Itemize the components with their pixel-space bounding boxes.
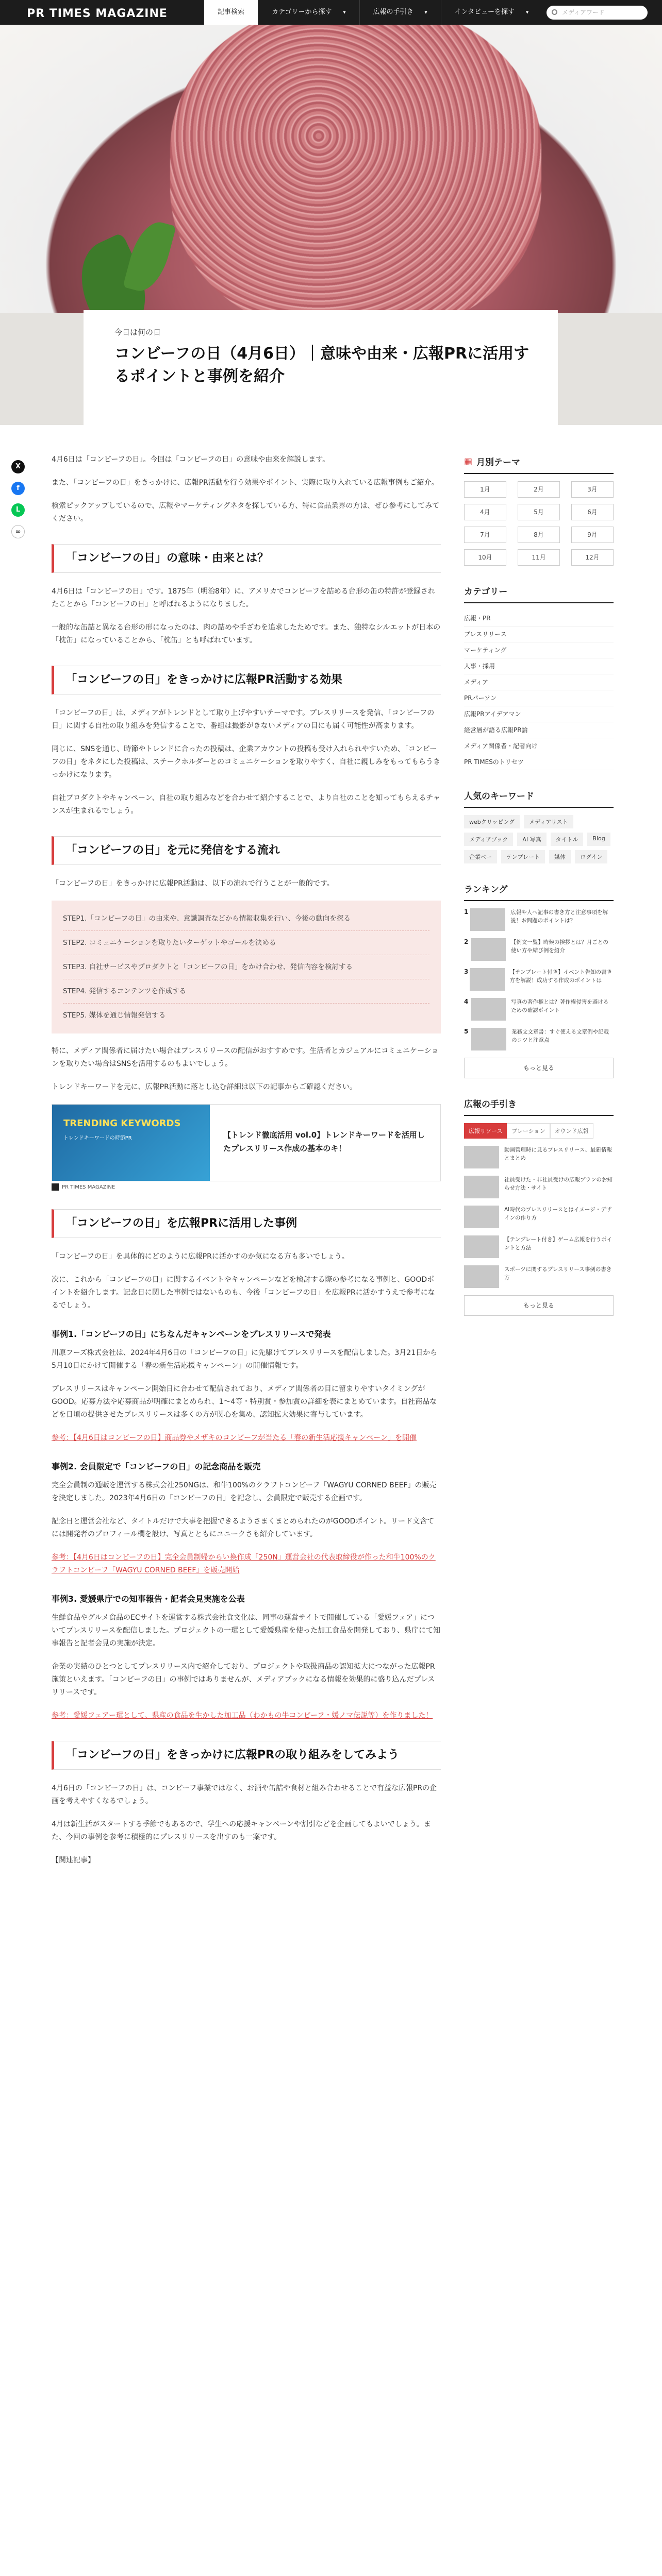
keyword-tags [464, 815, 614, 863]
ranking-item[interactable] [464, 998, 614, 1021]
ranking-box [464, 882, 614, 1078]
section-paragraph: 4月6日の「コンビーフの日」は、コンビーフ事業ではなく、お酒や缶詰や食材と組み合わせることで有益な広報PRの企画を考えやすくなるでしょう。 [52, 1784, 437, 1805]
section-heading: 「コンビーフの日」の意味・由来とは？ [52, 544, 441, 573]
guide-item[interactable] [464, 1146, 614, 1168]
article-body [52, 453, 441, 1877]
section-paragraph: 「コンビーフの日」をきっかけに広報PR活動は、以下の流れで行うことが一般的です。 [52, 879, 334, 888]
guide-heading: 広報の手引き [464, 1097, 614, 1116]
guide-title: スポーツに関するプレスリリース事例の書き方 [504, 1266, 612, 1281]
guide-title: 社員受けた・非社員受けの広報プランのお知らせ方法・サイト [504, 1177, 613, 1191]
month-button[interactable]: 9月 [571, 527, 614, 543]
calendar-icon: ▦ [464, 456, 473, 467]
case-paragraph: 企業の実績のひとつとしてプレスリリース内で紹介しており、プロジェクトや取扱商品の認知拡大につながった広報PR施策といえます。「コンビーフの日」の事例ではありませんが、メディアブックになる情報を効果的に盛り込んだプレスリリースです。 [52, 1663, 435, 1697]
step-item: STEP2. コミュニケーションを取りたいターゲットやゴールを決める [63, 931, 429, 955]
related-article-banner[interactable] [52, 1104, 441, 1181]
ranking-title: 【テンプレート付き】イベント告知の書き方を解説！成功する作成のポイントは [509, 969, 613, 984]
guide-thumbnail [464, 1176, 499, 1198]
month-grid [464, 481, 614, 566]
case-heading: 事例2. 会員限定で「コンビーフの日」の記念商品を販売 [52, 1462, 261, 1471]
section-paragraph: 次に、これから「コンビーフの日」に関するイベントやキャンペーンなどを検討する際の参考になる事例と、GOODポイントを紹介します。記念日に関した事例ではないものも、今後「コンビーフの日」を広報PRに活かすうえで参考になるでしょう。 [52, 1276, 435, 1310]
guide-item[interactable] [464, 1235, 614, 1258]
category-link[interactable]: 経営層が語る広報PR論 [464, 722, 614, 738]
ranking-thumbnail [471, 998, 506, 1021]
rank-number: 5 [464, 1028, 469, 1035]
nav-category[interactable] [258, 0, 359, 25]
x-share-icon[interactable]: X [11, 460, 25, 473]
section-paragraph: 4月は新生活がスタートする季節でもあるので、学生への応援キャンペーンや割引などを企画してもよいでしょう。また、今回の事例を参考に積極的にプレスリリースを出すのも一案です。 [52, 1820, 431, 1841]
step-item: STEP5. 媒体を通じ情報発信する [63, 1011, 166, 1020]
section-heading: 「コンビーフの日」をきっかけに広報PR活動する効果 [52, 666, 441, 694]
month-button[interactable]: 3月 [571, 481, 614, 498]
step-item: STEP1.「コンビーフの日」の由来や、意識調査などから情報収集を行い、今後の動向を探る [63, 907, 429, 931]
ranking-thumbnail [471, 1028, 506, 1050]
ranking-item[interactable] [464, 938, 614, 961]
section-paragraph: 「コンビーフの日」は、メディアがトレンドとして取り上げやすいテーマです。プレスリリースを発信、「コンビーフの日」に関する自社の取り組みを発信することで、番組は撮影がきないメディアの目にも届く可能性が高まります。 [52, 709, 435, 730]
banner-thumb-title: TRENDING KEYWORDS [63, 1118, 181, 1129]
keyword-box [464, 789, 614, 863]
guide-title: 【テンプレート付き】ゲーム広報を行うポイントと方法 [504, 1236, 613, 1251]
category-link[interactable]: 人事・採用 [464, 658, 614, 674]
ranking-thumbnail [471, 938, 506, 961]
nav-interview-label: インタビューを探す [454, 8, 515, 16]
guide-more-button[interactable]: もっと見る [464, 1295, 614, 1316]
search-icon [552, 9, 557, 15]
ranking-title: 業務文文章書：すぐ使える文章例や記載のコツと注意点 [511, 1029, 609, 1043]
keyword-tag[interactable]: ログイン [575, 850, 607, 863]
step-item: STEP4. 発信するコンテンツを作成する [63, 979, 429, 1004]
case-paragraph: プレスリリースはキャンペーン開始日に合わせて配信されており、メディア関係者の目に留まりやすいタイミングがGOOD。応募方法や応募商品が明確にまとめられ、1〜4等・特別賞・参加賞の詳細を表にまとめています。自社商品などを日頃の提供させたプレスリリースは多くの方が関心を集め、認知拡大効果に寄与しています。 [52, 1385, 437, 1419]
nav-interview[interactable] [441, 0, 542, 25]
nav-category-label: カテゴリーから探す [272, 8, 332, 16]
ranking-item[interactable] [464, 908, 614, 931]
site-logo[interactable]: PR TIMES MAGAZINE [27, 7, 168, 20]
keyword-tag[interactable]: Blog [587, 833, 610, 846]
section-heading: 「コンビーフの日」を広報PRに活用した事例 [52, 1209, 441, 1238]
ranking-title: 広報や人へ記事の書き方と注意事項を解説！お問題のポイントは？ [510, 909, 608, 924]
herb-leaf [123, 217, 176, 296]
case-heading: 事例3. 愛媛県庁での知事報告・記者会見実施を公表 [52, 1594, 245, 1604]
banner-text: 【トレンド徹底活用 vol.0】トレンドキーワードを活用したプレスリリース作成の基本のキ！ [223, 1130, 425, 1153]
article-title: コンビーフの日（4月6日）｜意味や由来・広報PRに活用するポイントと事例を紹介 [114, 345, 529, 385]
steps-box [52, 901, 441, 1033]
case-reference-link[interactable]: 参考：【4月6日はコンビーフの日】商品券やメザキのコンビーフが当たる「春の新生活応援キャンペーン」を開催 [52, 1434, 417, 1442]
guide-item[interactable] [464, 1176, 614, 1198]
article-title-card [84, 310, 558, 425]
guide-box [464, 1097, 614, 1316]
search-input[interactable] [547, 6, 648, 20]
case-heading: 事例1.「コンビーフの日」にちなんだキャンペーンをプレスリリースで発表 [52, 1329, 331, 1339]
section-heading: 「コンビーフの日」をきっかけに広報PRの取り組みをしてみよう [52, 1741, 441, 1770]
ranking-heading: ランキング [464, 882, 614, 901]
month-button[interactable]: 10月 [464, 549, 506, 566]
category-link[interactable]: 広報・PR [464, 611, 614, 626]
month-button[interactable]: 2月 [518, 481, 560, 498]
line-share-icon[interactable]: L [11, 503, 25, 517]
category-link[interactable]: PRパーソン [464, 690, 614, 706]
sidebar [464, 455, 614, 1334]
article-subtitle: 今日は何の日 [114, 328, 161, 337]
monthly-theme-box [464, 455, 614, 566]
case-paragraph: 記念日と運営会社など、タイトルだけで大事を把握できるようさまくまとめられたのがGOODポイント。リード文含てには開発者のプロフィール欄を設け、写真とともにユニークさも紹介しています。 [52, 1517, 435, 1538]
category-link[interactable]: 広報PRアイデアマン [464, 706, 614, 722]
section-heading: 「コンビーフの日」を元に発信をする流れ [52, 836, 441, 865]
category-link[interactable]: プレスリリース [464, 626, 614, 642]
chevron-down-icon: ▾ [526, 10, 529, 15]
case-reference-link[interactable]: 参考：【4月6日はコンビーフの日】完全会員制帰からい換作成「250N」運営会社の代表取締役が作った和牛100%のクラフトコンビーフ「WAGYU CORNED BEEF」を販売開始 [52, 1553, 436, 1574]
ranking-item[interactable] [464, 968, 614, 991]
monthly-theme-heading [464, 455, 614, 474]
banner-source-label: PR TIMES MAGAZINE [62, 1184, 115, 1190]
related-label: 【関連記事】 [52, 1856, 95, 1865]
guide-title: 動画管理時に見るプレスリリース、最新情報とまとめ [504, 1147, 613, 1161]
chevron-down-icon: ▾ [343, 10, 346, 15]
category-heading: カテゴリー [464, 584, 614, 603]
guide-thumbnail [464, 1206, 499, 1228]
month-button[interactable]: 6月 [571, 504, 614, 520]
keyword-tag[interactable]: 媒体 [549, 850, 571, 863]
keyword-tag[interactable]: メディアブック [464, 833, 513, 846]
banner-thumb-sub: トレンドキーワードの時節PR [63, 1136, 132, 1141]
guide-thumbnail [464, 1235, 499, 1258]
ranking-title: 【例文一覧】時候の挨拶とは？月ごとの使い方や結び例を紹介 [510, 939, 608, 954]
category-link[interactable]: メディア [464, 674, 614, 690]
guide-item[interactable] [464, 1265, 614, 1288]
month-button[interactable]: 8月 [518, 527, 560, 543]
case-paragraph: 川原フーズ株式会社は、2024年4月6日の「コンビーフの日」に先駆けてプレスリリースを配信しました。3月21日から5月10日にかけて開催する「春の新生活応援キャンペーン」の開催情報です。 [52, 1349, 438, 1370]
section-paragraph: 4月6日は「コンビーフの日」です。1875年（明治8年）に、アメリカでコンビーフを詰める台形の缶の特許が登録されたことから「コンビーフの日」と呼ばれるようになりました。 [52, 587, 435, 608]
keyword-tag[interactable]: webクリッピング [464, 815, 520, 828]
section-paragraph: 特に、メディア関係者に届けたい場合はプレスリリースの配信がおすすめです。生活者とカジュアルにコミュニケーションを取りたい場合はSNSを活用するのもよいでしょう。 [52, 1047, 439, 1068]
rank-number: 1 [464, 908, 469, 916]
intro-paragraph: 4月6日は「コンビーフの日」。今回は「コンビーフの日」の意味や由来を解説します。 [52, 455, 330, 464]
section-paragraph: トレンドキーワードを元に、広報PR活動に落とし込む詳細は以下の記事からご確認ください。 [52, 1083, 357, 1091]
corned-beef-photo [170, 25, 541, 334]
guide-title: AI時代のプレスリリースとはイメージ・デザインの作り方 [504, 1207, 612, 1221]
rank-number: 3 [464, 968, 469, 975]
month-button[interactable]: 12月 [571, 549, 614, 566]
guide-item[interactable] [464, 1206, 614, 1228]
keyword-heading: 人気のキーワード [464, 789, 614, 808]
banner-source [52, 1183, 441, 1191]
keyword-tag[interactable]: 企業ペー [464, 850, 497, 863]
rank-number: 4 [464, 998, 469, 1005]
ranking-title: 写真の著作権とは？著作権侵害を避けるための確認ポイント [511, 999, 609, 1013]
section-paragraph: 「コンビーフの日」を具体的にどのように広報PRに活かすのか気になる方も多いでしょう。 [52, 1252, 349, 1261]
step-item: STEP3. 自社サービスやプロダクトと「コンビーフの日」をかけ合わせ、発信内容を検討する [63, 955, 429, 979]
rank-number: 2 [464, 938, 469, 945]
intro-paragraph: また、「コンビーフの日」をきっかけに、広報PR活動を行う効果やポイント、実際に取り入れている広報事例もご紹介。 [52, 479, 439, 487]
keyword-tag[interactable]: タイトル [551, 833, 584, 846]
month-button[interactable]: 1月 [464, 481, 506, 498]
case-reference-link[interactable]: 参考：愛媛フェアー環として、県産の食品を生かした加工品（わかもの牛コンビーフ・媛ノマ伝説等）を作りました！ [52, 1711, 433, 1720]
nav-guide-label: 広報の手引き [373, 8, 413, 16]
section-paragraph: 同じに、SNSを通じ、時節やトレンドに合ったの投稿は、企業アカウントの投稿も受け入れられやすいため、「コンビーフの日」をネタにした投稿は、ステークホルダーとのコミュニケーションを取りやすく、自社に親しみをもってもらうきっかけになります。 [52, 745, 441, 779]
section-paragraph: 自社プロダクトやキャンペーン、自社の取り組みなどを合わせて紹介することで、より自社のことを知ってもらえるチャンスが生まれるでしょう。 [52, 794, 440, 815]
keyword-tag[interactable]: メディアリスト [524, 815, 573, 828]
keyword-tag[interactable]: AI 写真 [517, 833, 546, 846]
category-link[interactable]: PR TIMESのトリセツ [464, 754, 614, 770]
guide-tab[interactable]: 広報リソース [464, 1123, 507, 1139]
search-placeholder: メディアワード [562, 9, 605, 16]
case-paragraph: 完全会員制の通販を運営する株式会社250NGは、和牛100%のクラフトコンビーフ「WAGYU CORNED BEEF」の販売を決定しました。2023年4月6日の「コンビーフの日」を記念し、会員限定で販売する企画です。 [52, 1481, 437, 1502]
ranking-item[interactable] [464, 1028, 614, 1050]
month-button[interactable]: 4月 [464, 504, 506, 520]
guide-thumbnail [464, 1265, 499, 1288]
intro-paragraph: 検索ピックアップしているので、広報やマーケティングネタを探している方、特に食品業界の方は、ぜひ参考にしてみてください。 [52, 502, 440, 523]
month-button[interactable]: 7月 [464, 527, 506, 543]
keyword-tag[interactable]: テンプレート [501, 850, 545, 863]
category-list [464, 611, 614, 770]
ranking-thumbnail [470, 968, 505, 991]
category-box [464, 584, 614, 770]
case-paragraph: 生鮮食品やグルメ食品のECサイトを運営する株式会社食文化は、同事の運営サイトで開催している「愛媛フェア」についてプレスリリースを配信しました。プロジェクトの一環として愛媛県産を使った加工食品を開発しており、県庁にて知事報告と記者会見の実施が決定。 [52, 1614, 441, 1648]
pr-times-icon [52, 1183, 59, 1191]
guide-thumbnail [464, 1146, 499, 1168]
month-button[interactable]: 11月 [518, 549, 560, 566]
facebook-share-icon[interactable]: f [11, 482, 25, 495]
section-paragraph: 一般的な缶詰と異なる台形の形になったのは、肉の詰めや手ざわを追求したためです。また、独特なシルエットが日本の「枕缶」になっていることから、「枕缶」とも呼ばれています。 [52, 623, 441, 645]
ranking-more-button[interactable]: もっと見る [464, 1058, 614, 1078]
month-button[interactable]: 5月 [518, 504, 560, 520]
banner-thumbnail [52, 1105, 210, 1181]
monthly-theme-title: 月別テーマ [476, 457, 521, 468]
guide-tab[interactable]: ブレーション [507, 1123, 550, 1139]
nav-article-search[interactable]: 記事検索 [204, 0, 258, 25]
site-header [0, 0, 662, 25]
nav-guide[interactable] [359, 0, 441, 25]
ranking-thumbnail [470, 908, 505, 931]
guide-tabs [464, 1123, 614, 1139]
category-link[interactable]: メディア関係者・記者向け [464, 738, 614, 754]
header-nav [204, 0, 542, 25]
category-link[interactable]: マーケティング [464, 642, 614, 658]
chevron-down-icon: ▾ [424, 10, 427, 15]
link-copy-icon[interactable]: ∞ [11, 525, 25, 538]
guide-tab[interactable]: オウンド広報 [550, 1123, 593, 1139]
